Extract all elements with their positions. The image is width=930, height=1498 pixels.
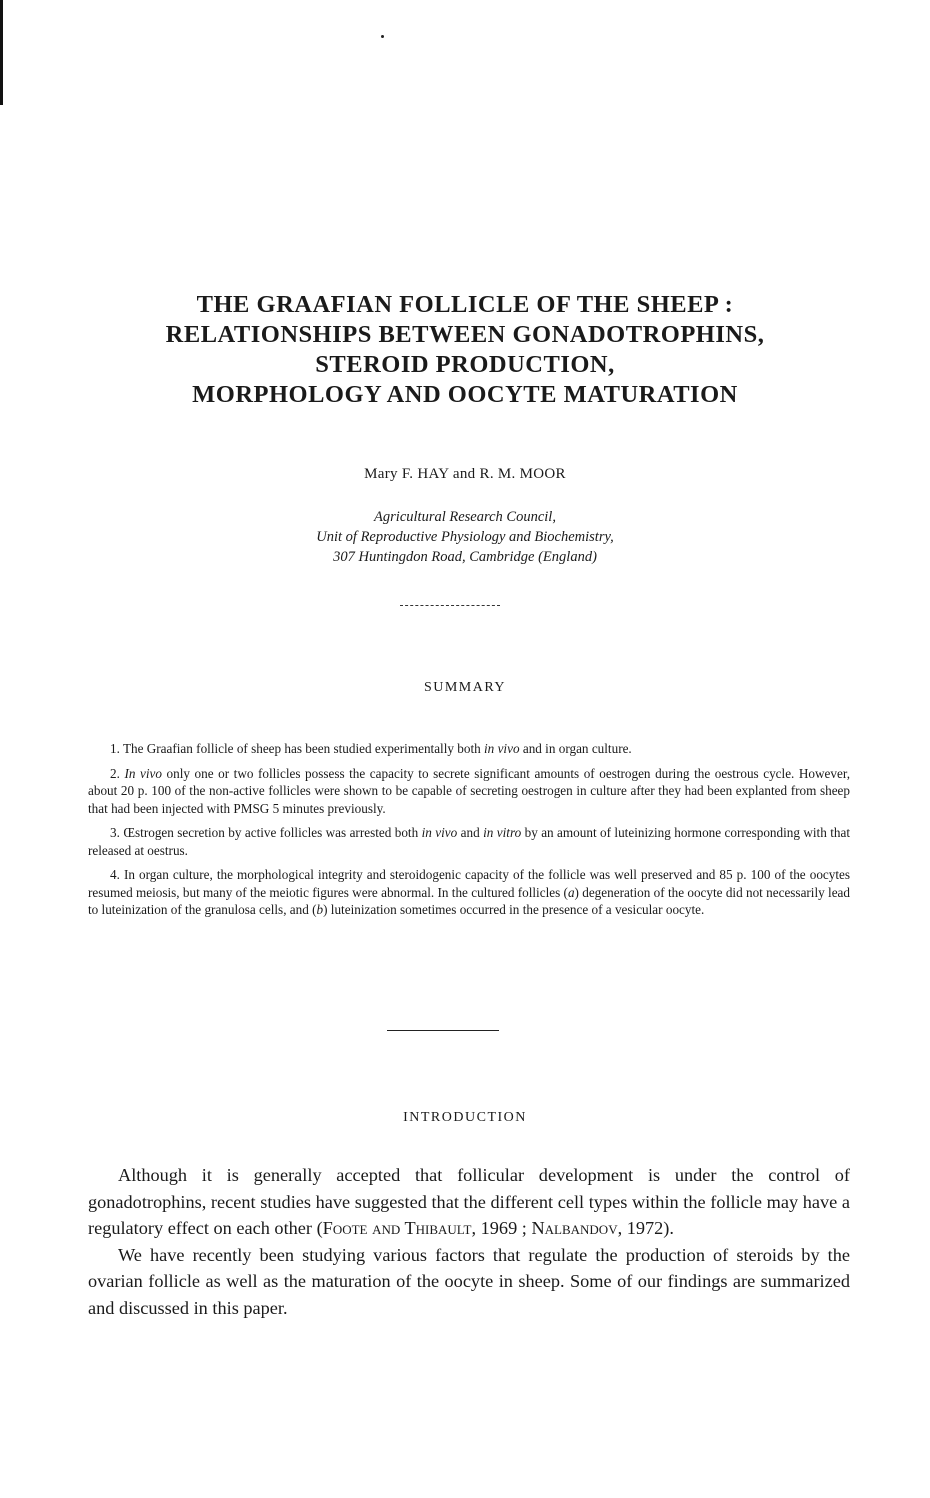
intro-text: , 1969 ; [471, 1218, 532, 1238]
citation-author: Nalbandov [531, 1218, 618, 1238]
intro-text: , 1972). [617, 1218, 674, 1238]
summary-item-number: 4. [110, 867, 120, 882]
title-line-4: MORPHOLOGY AND OOCYTE MATURATION [192, 381, 738, 408]
summary-italic: b [316, 902, 324, 917]
summary-text: Œstrogen secretion by active follicles was arrested both [123, 825, 422, 840]
affiliation-line-2: Unit of Reproductive Physiology and Biochemistry, [316, 529, 614, 545]
affiliation-line-1: Agricultural Research Council, [374, 509, 556, 525]
title-line-1: THE GRAAFIAN FOLLICLE OF THE SHEEP : [196, 291, 734, 318]
introduction-body [88, 1162, 850, 1321]
title-line-3: STEROID PRODUCTION, [315, 351, 615, 378]
summary-item-number: 1. [110, 741, 120, 756]
summary-italic: in vivo [421, 825, 458, 840]
summary-item-number: 2. [110, 765, 120, 781]
affiliation [0, 507, 930, 567]
page-edge-mark [0, 0, 3, 105]
summary-italic: In vivo [124, 765, 162, 781]
summary-text: and in organ culture. [519, 741, 632, 756]
affiliation-line-3: 307 Huntingdon Road, Cambridge (England) [333, 549, 597, 565]
introduction-paragraph [88, 1162, 850, 1242]
summary-body [88, 740, 850, 926]
header-divider [400, 605, 500, 606]
intro-text: Although it is generally accepted that follicular development is under the control of gonadotrophins, recent studies have suggested that the different cell types within the follicle may have a regulatory effect on each other ( [88, 1165, 850, 1238]
summary-item [88, 740, 850, 758]
citation-author: Foote and Thibault [322, 1218, 472, 1238]
summary-italic: in vivo [484, 741, 520, 756]
summary-text: ) degeneration of the oocyte did not necessarily lead to luteinization of the granulosa cells, and ( [88, 884, 851, 917]
section-divider [387, 1030, 499, 1031]
summary-item-number: 3. [110, 825, 120, 840]
summary-item [88, 824, 850, 859]
summary-text: The Graafian follicle of sheep has been studied experimentally both [122, 741, 485, 756]
introduction-paragraph: We have recently been studying various factors that regulate the production of steroids by the ovarian follicle as well as the maturation of the oocyte in sheep. Some of our findings are summarized and discussed in this paper. [88, 1244, 850, 1318]
summary-text: and [457, 825, 484, 840]
summary-heading: SUMMARY [423, 680, 507, 695]
introduction-heading: INTRODUCTION [403, 1110, 527, 1125]
scan-speck [381, 35, 384, 38]
summary-item [88, 866, 850, 919]
summary-text: ) luteinization sometimes occurred in the presence of a vesicular oocyte. [323, 902, 705, 917]
summary-item [88, 765, 850, 818]
summary-text: only one or two follicles possess the capacity to secrete significant amounts of oestrogen during the oestrous cycle. However, about 20 p. 100 of the non-active follicles were shown to be capable of secreting oestrogen in culture after they had been explanted from sheep that had been injected with PMSG 5 minutes previously. [88, 765, 851, 816]
authors: Mary F. HAY and R. M. MOOR [364, 466, 566, 482]
summary-text: In organ culture, the morphological integrity and steroidogenic capacity of the follicle was well preserved and 85 p. 100 of the oocytes resumed meiosis, but many of the meiotic figures were abnormal. In the cultured follicles ( [88, 867, 851, 900]
summary-italic: a [567, 884, 575, 900]
summary-text: by an amount of luteinizing hormone corresponding with that released at oestrus. [88, 825, 850, 858]
summary-italic: in vitro [483, 825, 522, 840]
title-line-2: RELATIONSHIPS BETWEEN GONADOTROPHINS, [165, 321, 765, 348]
paper-title [60, 290, 870, 410]
